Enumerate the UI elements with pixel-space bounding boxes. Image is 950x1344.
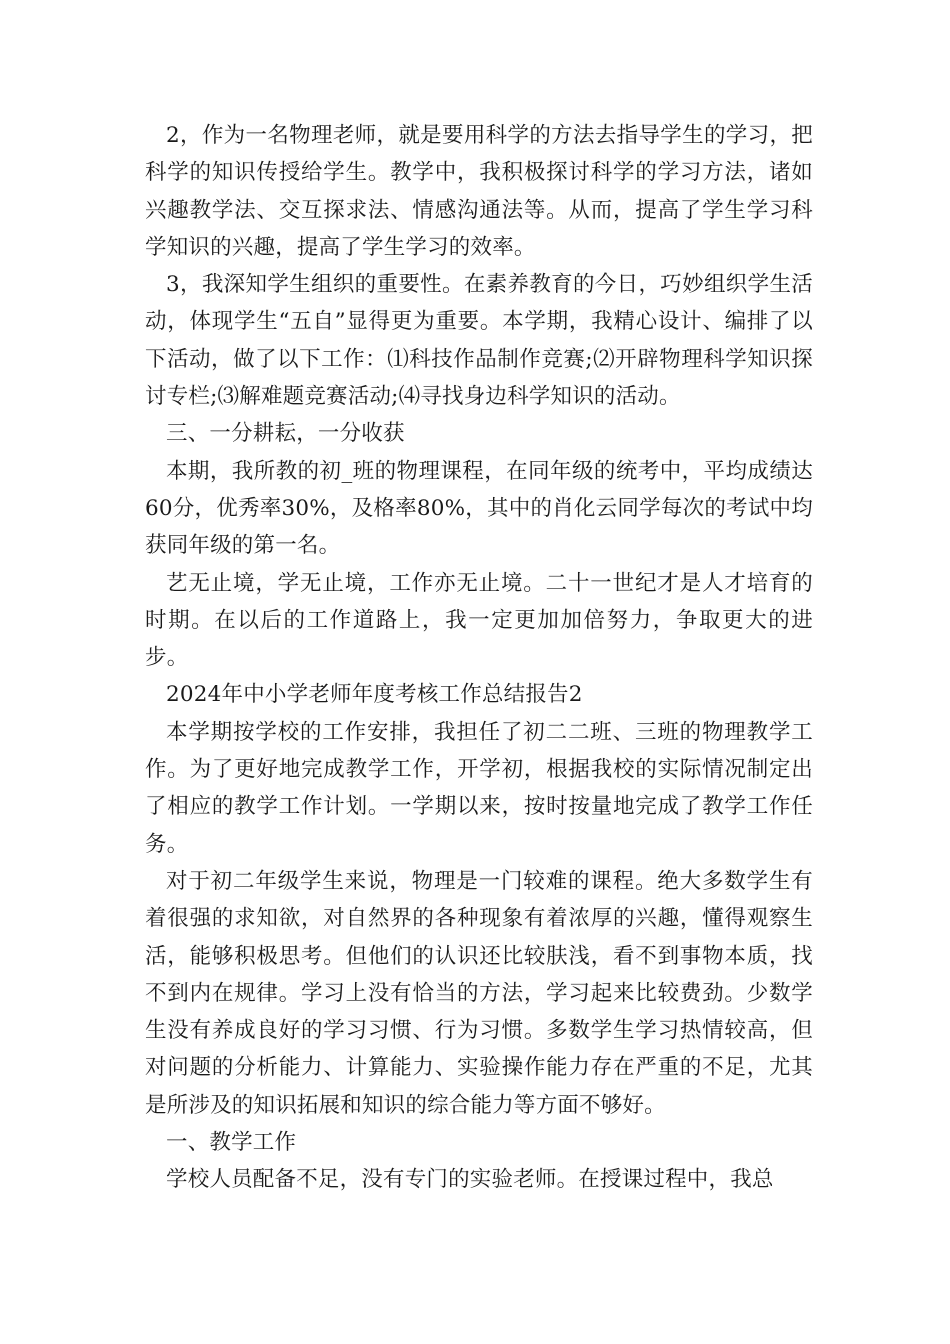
paragraph-closing: 艺无止境，学无止境，工作亦无止境。二十一世纪才是人才培育的时期。在以后的工作道路上，我一定更加加倍努力，争取更大的进步。 [145,570,813,671]
paragraph-results: 本期，我所教的初_班的物理课程，在同年级的统考中，平均成绩达60分，优秀率30%，及格率80%，其中的肖化云同学每次的考试中均获同年级的第一名。 [145,458,813,559]
report-title-2: 2024年中小学老师年度考核工作总结报告2 [166,682,583,708]
paragraph-student-analysis: 对于初二年级学生来说，物理是一门较难的课程。绝大多数学生有着很强的求知欲，对自然界的各种现象有着浓厚的兴趣，懂得观察生活，能够积极思考。但他们的认识还比较肤浅，看不到事物本质，找不到内在规律。学习上没有恰当的方法，学习起来比较费劲。少数学生没有养成良好的学习习惯、行为习惯。多数学生学习热情较高，但对问题的分析能力、计算能力、实验操作能力存在严重的不足，尤其是所涉及的知识拓展和知识的综合能力等方面不够好。 [145,868,813,1118]
document-body [145,117,813,1199]
section-heading-harvest: 三、一分耕耘，一分收获 [166,421,405,447]
paragraph-semester-plan: 本学期按学校的工作安排，我担任了初二二班、三班的物理教学工作。为了更好地完成教学工作，开学初，根据我校的实际情况制定出了相应的教学工作计划。一学期以来，按时按量地完成了教学工作任务。 [145,719,813,857]
paragraph-point-3: 3，我深知学生组织的重要性。在素养教育的今日，巧妙组织学生活动，体现学生“五自”显得更为重要。本学期，我精心设计、编排了以下活动，做了以下工作：⑴科技作品制作竞赛;⑵开辟物理科学知识探讨专栏;⑶解难题竞赛活动;⑷寻找身边科学知识的活动。 [145,272,813,410]
paragraph-point-2: 2，作为一名物理老师，就是要用科学的方法去指导学生的学习，把科学的知识传授给学生。教学中，我积极探讨科学的学习方法，诸如兴趣教学法、交互探求法、情感沟通法等。从而，提高了学生学习科学知识的兴趣，提高了学生学习的效率。 [145,123,813,260]
section-heading-teaching-work: 一、教学工作 [166,1130,297,1156]
paragraph-staffing: 学校人员配备不足，没有专门的实验老师。在授课过程中，我总 [166,1167,774,1193]
